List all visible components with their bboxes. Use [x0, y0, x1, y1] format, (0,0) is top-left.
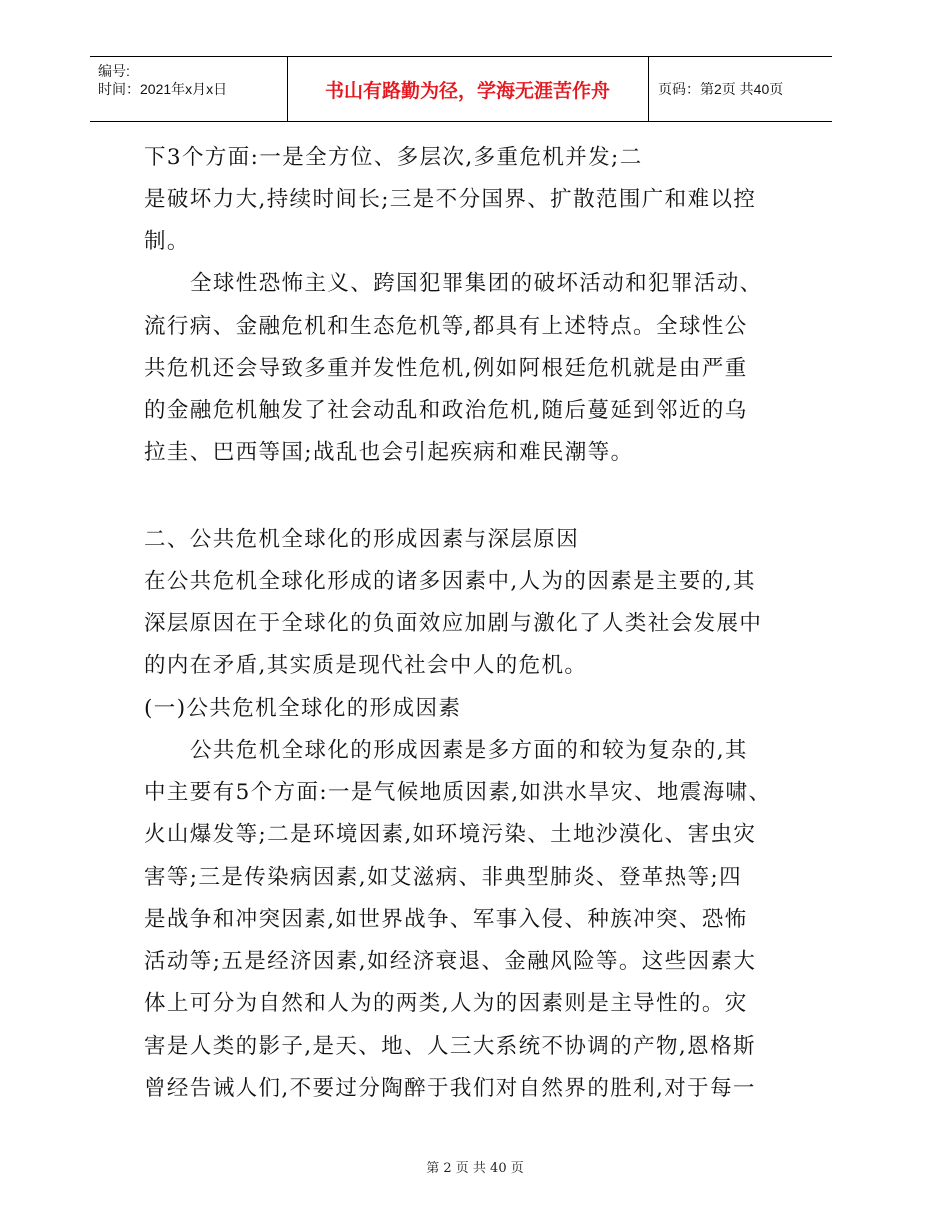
body-line: 害是人类的影子,是天、地、人三大系统不协调的产物,恩格斯 [144, 1034, 756, 1059]
body-line: 流行病、金融危机和生态危机等,都具有上述特点。全球性公 [144, 314, 748, 339]
section-heading: 二、公共危机全球化的形成因素与深层原因 [144, 527, 580, 552]
body-line: 中主要有5个方面:一是气候地质因素,如洪水旱灾、地震海啸、 [144, 780, 772, 805]
body-line: 是战争和冲突因素,如世界战争、军事入侵、种族冲突、恐怖 [144, 907, 748, 932]
body-line: 下3个方面:一是全方位、多层次,多重危机并发;二 [144, 145, 643, 170]
subsection-heading: (一)公共危机全球化的形成因素 [144, 696, 462, 721]
footer-page-number: 第 2 页 共 40 页 [426, 1161, 524, 1176]
body-line: 是破坏力大,持续时间长;三是不分国界、扩散范围广和难以控 [144, 187, 757, 212]
body-line: 公共危机全球化的形成因素是多方面的和较为复杂的,其 [190, 738, 748, 763]
header-bottom-rule [90, 121, 832, 122]
body-line: 的内在矛盾,其实质是现代社会中人的危机。 [144, 653, 588, 678]
header-meta [98, 62, 227, 98]
header-top-rule [90, 56, 832, 57]
header-motto: 书山有路勤为径，学海无涯苦作舟 [324, 80, 610, 102]
body-line: 活动等;五是经济因素,如经济衰退、金融风险等。这些因素大 [144, 949, 757, 974]
body-line: 制。 [144, 229, 190, 254]
header-divider-right [648, 56, 649, 121]
body-line: 曾经告诫人们,不要过分陶醉于我们对自然界的胜利,对于每一 [144, 1076, 756, 1101]
body-line: 深层原因在于全球化的负面效应加剧与激化了人类社会发展中 [144, 611, 763, 636]
time-label: 时间：2021年x月x日 [98, 81, 228, 97]
body-line: 全球性恐怖主义、跨国犯罪集团的破坏活动和犯罪活动、 [190, 271, 763, 296]
body-line: 害等;三是传染病因素,如艾滋病、非典型肺炎、登革热等;四 [144, 865, 743, 890]
body-line: 火山爆发等;二是环境因素,如环境污染、土地沙漠化、害虫灾 [144, 822, 757, 847]
serial-label: 编号: [98, 63, 130, 79]
body-line: 的金融危机触发了社会动乱和政治危机,随后蔓延到邻近的乌 [144, 398, 748, 423]
header-page-info: 页码：第2页 共40页 [658, 81, 784, 97]
body-line: 在公共危机全球化形成的诸多因素中,人为的因素是主要的,其 [144, 569, 756, 594]
body-line: 拉圭、巴西等国;战乱也会引起疾病和难民潮等。 [144, 440, 634, 465]
body-line: 体上可分为自然和人为的两类,人为的因素则是主导性的。灾 [144, 991, 748, 1016]
body-line: 共危机还会导致多重并发性危机,例如阿根廷危机就是由严重 [144, 356, 748, 381]
